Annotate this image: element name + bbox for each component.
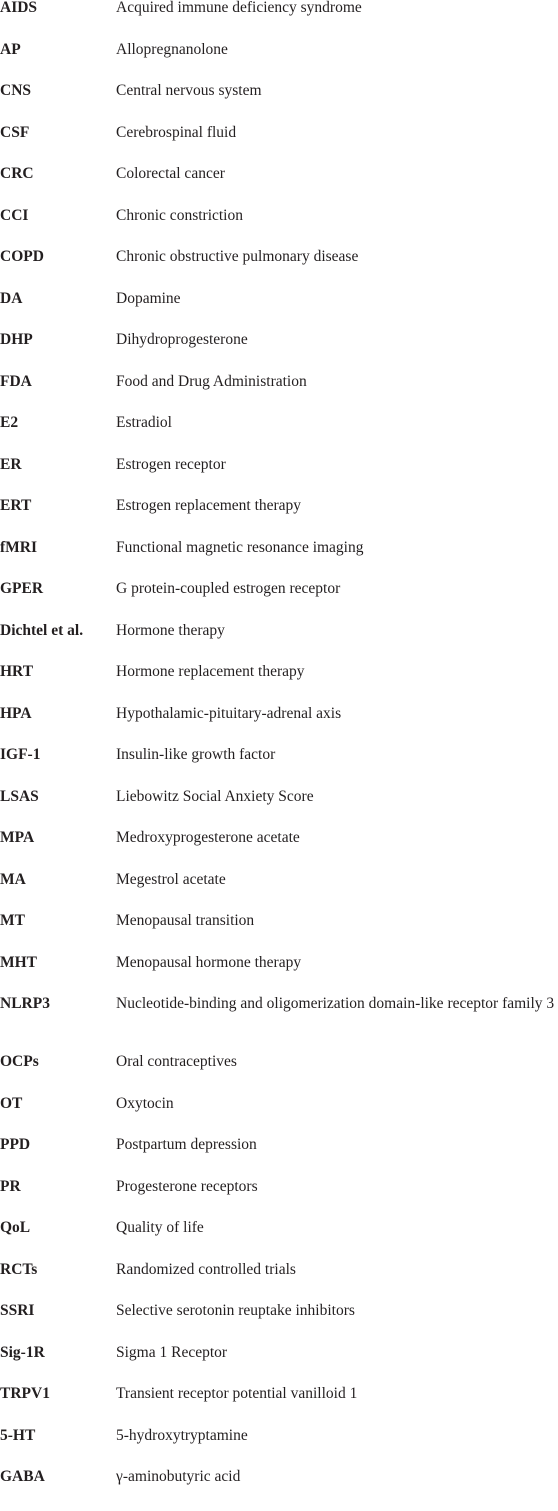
abbreviation-definition: Megestrol acetate: [116, 870, 226, 888]
abbreviation-definition: Menopausal transition: [116, 912, 255, 929]
abbreviation-row: [0, 1096, 558, 1138]
abbreviation-term: fMRI: [0, 538, 38, 556]
abbreviation-definition: Hypothalamic-pituitary-adrenal axis: [116, 704, 342, 722]
abbreviation-row: [0, 872, 558, 914]
abbreviation-row: [0, 166, 558, 208]
abbreviation-row: [0, 623, 558, 665]
abbreviation-term: TRPV1: [0, 1385, 50, 1402]
abbreviation-row: [0, 208, 558, 250]
abbreviation-row: [0, 913, 558, 955]
abbreviation-row: [0, 374, 558, 416]
abbreviation-definition: G protein-coupled estrogen receptor: [116, 580, 341, 597]
abbreviation-term: ERT: [0, 497, 32, 514]
abbreviation-definition: Central nervous system: [116, 82, 262, 99]
abbreviation-definition: γ-aminobutyric acid: [116, 1468, 241, 1485]
abbreviation-row: [0, 42, 558, 84]
abbreviation-definition: Food and Drug Administration: [116, 372, 307, 390]
abbreviation-term: QoL: [0, 1219, 31, 1236]
abbreviation-term: DHP: [0, 331, 33, 348]
abbreviation-term: 5-HT: [0, 1426, 36, 1444]
abbreviation-term: HPA: [0, 704, 32, 722]
abbreviation-term: RCTs: [0, 1260, 38, 1278]
abbreviation-row: [0, 291, 558, 333]
abbreviation-term: ER: [0, 455, 22, 473]
abbreviation-definition: Postpartum depression: [116, 1136, 257, 1153]
abbreviation-definition: Dopamine: [116, 289, 181, 307]
abbreviation-row: [0, 1137, 558, 1179]
abbreviation-term: MPA: [0, 829, 35, 846]
abbreviation-definition: Oxytocin: [116, 1094, 174, 1112]
abbreviation-term: COPD: [0, 248, 44, 265]
abbreviation-definition: Liebowitz Social Anxiety Score: [116, 787, 314, 805]
abbreviation-definition: Dihydroprogesterone: [116, 331, 248, 348]
abbreviation-term: PR: [0, 1177, 21, 1195]
abbreviation-row: [0, 830, 558, 872]
abbreviation-term: MHT: [0, 953, 38, 971]
abbreviation-row: [0, 1179, 558, 1221]
abbreviation-definition: Cerebrospinal fluid: [116, 123, 237, 141]
abbreviation-definition: Insulin-like growth factor: [116, 746, 276, 763]
abbreviation-row: [0, 332, 558, 374]
abbreviation-term: LSAS: [0, 787, 39, 805]
abbreviation-row: [0, 540, 558, 582]
abbreviation-row: [0, 664, 558, 706]
abbreviation-definition: Chronic obstructive pulmonary disease: [116, 248, 359, 265]
abbreviation-definition: Oral contraceptives: [116, 1053, 237, 1070]
abbreviation-term: MT: [0, 912, 25, 929]
abbreviation-term: CRC: [0, 165, 34, 182]
abbreviation-term: DA: [0, 289, 23, 307]
abbreviation-term: HRT: [0, 663, 34, 680]
abbreviation-definition: Functional magnetic resonance imaging: [116, 538, 364, 556]
abbreviation-definition: Hormone therapy: [116, 621, 225, 639]
abbreviation-row: [0, 249, 558, 291]
abbreviation-term: AP: [0, 40, 21, 58]
abbreviation-row: [0, 706, 558, 748]
abbreviation-definition: Medroxyprogesterone acetate: [116, 829, 300, 846]
abbreviation-definition: Chronic constriction: [116, 206, 243, 224]
abbreviation-term: NLRP3: [0, 995, 50, 1012]
abbreviation-row: [0, 1054, 558, 1096]
abbreviation-row: [0, 457, 558, 499]
abbreviation-row: [0, 1469, 558, 1511]
abbreviation-term: AIDS: [0, 0, 38, 16]
abbreviation-row: [0, 1220, 558, 1262]
abbreviation-definition: Nucleotide-binding and oligomerization domain-like receptor family 3: [116, 995, 555, 1012]
abbreviation-term: CCI: [0, 206, 29, 224]
abbreviation-definition: Selective serotonin reuptake inhibitors: [116, 1302, 355, 1319]
abbreviation-definition: Hormone replacement therapy: [116, 663, 305, 680]
abbreviation-term: CSF: [0, 123, 30, 141]
abbreviation-row: [0, 1428, 558, 1470]
abbreviation-row: [0, 747, 558, 789]
abbreviation-definition: Transient receptor potential vanilloid 1: [116, 1385, 358, 1402]
abbreviation-term: IGF-1: [0, 746, 41, 763]
abbreviation-definition: Randomized controlled trials: [116, 1260, 296, 1278]
abbreviation-term: GABA: [0, 1468, 45, 1485]
abbreviation-row: [0, 1345, 558, 1387]
abbreviation-definition: Estrogen receptor: [116, 455, 226, 473]
abbreviation-row: [0, 1262, 558, 1304]
abbreviation-definition: Allopregnanolone: [116, 40, 228, 58]
abbreviation-row: [0, 581, 558, 623]
abbreviation-term: GPER: [0, 580, 44, 597]
abbreviation-term: PPD: [0, 1136, 31, 1153]
abbreviation-definition: 5-hydroxytryptamine: [116, 1426, 248, 1444]
abbreviation-row: [0, 996, 558, 1054]
abbreviation-definition: Progesterone receptors: [116, 1177, 258, 1195]
abbreviation-row: [0, 83, 558, 125]
abbreviation-term: OT: [0, 1094, 23, 1112]
abbreviation-term: E2: [0, 414, 19, 431]
abbreviation-definition: Sigma 1 Receptor: [116, 1343, 228, 1361]
abbreviation-term: MA: [0, 870, 26, 888]
abbreviation-row: [0, 955, 558, 997]
abbreviation-term: OCPs: [0, 1053, 39, 1070]
abbreviation-definition: Acquired immune deficiency syndrome: [116, 0, 362, 16]
abbreviation-definition: Estradiol: [116, 414, 172, 431]
abbreviation-definition: Quality of life: [116, 1219, 204, 1236]
abbreviation-row: [0, 0, 558, 42]
abbreviation-row: [0, 125, 558, 167]
abbreviation-row: [0, 415, 558, 457]
abbreviation-row: [0, 789, 558, 831]
abbreviation-row: [0, 1386, 558, 1428]
abbreviation-definition: Colorectal cancer: [116, 165, 225, 182]
abbreviation-term: FDA: [0, 372, 32, 390]
abbreviation-term: Sig-1R: [0, 1343, 45, 1361]
abbreviation-row: [0, 498, 558, 540]
abbreviation-definition: Estrogen replacement therapy: [116, 497, 302, 514]
abbreviation-row: [0, 1303, 558, 1345]
abbreviation-term: Dichtel et al.: [0, 621, 84, 639]
abbreviation-definition: Menopausal hormone therapy: [116, 953, 302, 971]
abbreviation-term: CNS: [0, 82, 32, 99]
abbreviation-term: SSRI: [0, 1302, 35, 1319]
